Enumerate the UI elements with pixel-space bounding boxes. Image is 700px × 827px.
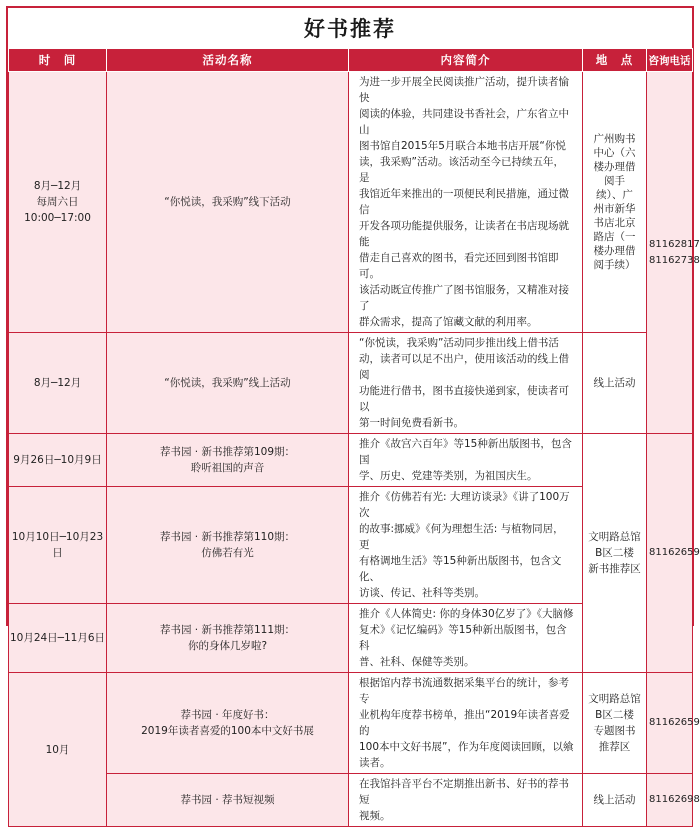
- desc-line: 在我馆抖音平台不定期推出新书、好书的荐书短: [359, 778, 569, 806]
- loc-line: 文明路总馆: [588, 693, 641, 705]
- name-line: “你悦读，我采购”线下活动: [164, 196, 291, 208]
- time-line: 10月24日─11月6日: [9, 632, 106, 644]
- desc-line: 动，读者可以足不出户，使用该活动的线上借阅: [359, 353, 569, 381]
- time-line: 8月─12月: [33, 180, 82, 192]
- desc-line: 推介《仿佛若有光: 大理访谈录》《讲了100万次: [359, 491, 570, 519]
- desc-line: 的故事:挪威》《何为理想生活: 与植物同居，更: [359, 523, 564, 551]
- header-phone: 咨询电话: [647, 49, 693, 72]
- time-line: 8月─12月: [33, 377, 82, 389]
- loc-line: 州市新华: [593, 203, 636, 215]
- desc-line: 根据馆内荐书流通数据采集平台的统计，参考专: [359, 677, 569, 705]
- desc-line: 为进一步开展全民阅读推广活动，提升读者愉快: [359, 76, 569, 104]
- loc-line: 中心（六: [593, 147, 636, 159]
- row-location: [583, 434, 647, 673]
- desc-line: 我馆近年来推出的一项便民利民措施，通过微信: [359, 188, 569, 216]
- loc-line: 线上活动: [593, 794, 636, 806]
- phone-line: 81162738: [649, 254, 700, 266]
- loc-line: 楼办理借: [593, 245, 636, 257]
- row-location: [583, 72, 647, 333]
- page-title: 好书推荐: [304, 17, 396, 41]
- row-desc: [349, 434, 583, 487]
- phone-line: 81162817: [649, 238, 700, 250]
- loc-line: 阅手: [604, 175, 625, 187]
- time-line: 10月: [45, 743, 70, 756]
- row-phone: [647, 72, 700, 434]
- activity-table: [8, 48, 700, 827]
- loc-line: 新书推荐区: [588, 563, 641, 575]
- desc-line: 图书馆自2015年5月联合本地书店开展“你悦: [359, 140, 566, 152]
- row-time: [9, 673, 107, 827]
- desc-line: 该活动既宣传推广了图书馆服务，又精准对接了: [359, 284, 569, 312]
- loc-line: 路店（一: [593, 231, 636, 243]
- row-location: [583, 673, 647, 774]
- row-name: [107, 673, 349, 774]
- header-location: 地 点: [583, 49, 647, 72]
- name-line: 荐书园 · 新书推荐第111期：: [159, 624, 296, 636]
- desc-line: 有格调地生活》等15种新出版图书，包含文化、: [359, 555, 562, 583]
- row-desc: [349, 774, 583, 827]
- row-time: [9, 604, 107, 673]
- row-name: [107, 333, 349, 434]
- table-row: [9, 333, 693, 434]
- row-location: [583, 333, 647, 434]
- name-line: 你的身体几岁啦?: [187, 640, 268, 652]
- loc-line: 推荐区: [598, 741, 631, 753]
- row-phone: [647, 774, 700, 827]
- table-row: [9, 434, 693, 487]
- loc-line: B区二楼: [595, 547, 634, 559]
- desc-line: 借走自己喜欢的图书，看完还回到图书馆即可。: [359, 252, 559, 280]
- loc-line: 书店北京: [593, 217, 636, 229]
- table-row: [9, 673, 693, 774]
- table-row: [9, 72, 693, 333]
- desc-line: 第一时间免费看新书。: [359, 417, 464, 429]
- title-band: [8, 8, 692, 48]
- row-name: [107, 604, 349, 673]
- name-line: 仿佛若有光: [201, 547, 254, 559]
- desc-line: 普、社科、保健等类别。: [359, 656, 475, 668]
- desc-line: 学、历史、党建等类别，为祖国庆生。: [359, 470, 538, 482]
- name-line: 荐书园 · 年度好书：: [180, 709, 275, 721]
- row-name: [107, 487, 349, 604]
- row-time: [9, 434, 107, 487]
- desc-line: 推介《故宫六百年》等15种新出版图书，包含国: [359, 438, 572, 466]
- row-time: [9, 72, 107, 333]
- row-time: [9, 333, 107, 434]
- table-row: [9, 774, 693, 827]
- desc-line: 阅读的体验，共同建设书香社会，广东省立中山: [359, 108, 569, 136]
- time-line: 10月10日─10月23日: [11, 531, 104, 559]
- phone-line: 81162698: [649, 794, 700, 805]
- loc-line: 楼办理借: [593, 161, 636, 173]
- desc-line: 开发各项功能提供服务，让读者在书店现场就能: [359, 220, 569, 248]
- loc-line: 文明路总馆: [588, 531, 641, 543]
- header-name: 活动名称: [107, 49, 349, 72]
- row-name: [107, 774, 349, 827]
- header-desc: 内容简介: [349, 49, 583, 72]
- name-line: 聆听祖国的声音: [190, 462, 265, 474]
- desc-line: 视频。: [359, 810, 391, 822]
- row-name: [107, 72, 349, 333]
- row-desc: [349, 72, 583, 333]
- row-location: [583, 774, 647, 827]
- loc-line: 广州购书: [593, 133, 636, 145]
- row-name: [107, 434, 349, 487]
- name-line: “你悦读，我采购”线上活动: [164, 377, 291, 389]
- desc-line: “你悦读，我采购”活动同步推出线上借书活: [359, 337, 559, 349]
- table-header-row: [9, 49, 693, 72]
- phone-line: 81162659: [649, 717, 700, 728]
- row-phone: [647, 673, 700, 774]
- name-line: 荐书园 · 新书推荐第110期：: [159, 531, 296, 543]
- loc-line: 线上活动: [593, 377, 636, 389]
- time-line: 9月26日─10月9日: [13, 454, 102, 466]
- loc-line: 专题图书: [593, 725, 636, 737]
- loc-line: 阅手续）: [593, 259, 636, 271]
- desc-line: 群众需求，提高了馆藏文献的利用率。: [359, 316, 538, 328]
- name-line: 荐书园 · 荐书短视频: [180, 794, 275, 806]
- row-desc: [349, 604, 583, 673]
- desc-line: 推介《人体简史: 你的身体30亿岁了》《大脑修: [359, 608, 574, 620]
- loc-line: 续）、广: [596, 189, 633, 201]
- desc-line: 复术》《记忆编码》等15种新出版图书，包含科: [359, 624, 567, 652]
- desc-line: 访谈、传记、社科等类别。: [359, 587, 485, 599]
- phone-line: 81162659: [649, 547, 700, 558]
- name-line: 2019年读者喜爱的100本中文好书展: [141, 725, 314, 737]
- desc-line: 读者。: [359, 757, 391, 769]
- row-desc: [349, 673, 583, 774]
- loc-line: B区二楼: [595, 709, 634, 721]
- desc-line: 读，我采购”活动。该活动至今已持续五年，是: [359, 156, 564, 184]
- desc-line: 功能进行借书，图书直接快递到家，使读者可以: [359, 385, 569, 413]
- time-line: 10:00─17:00: [24, 212, 91, 224]
- row-time: [9, 487, 107, 604]
- header-time: 时 间: [9, 49, 107, 72]
- name-line: 荐书园 · 新书推荐第109期：: [159, 446, 296, 458]
- row-desc: [349, 487, 583, 604]
- recommendation-sheet: [6, 6, 700, 822]
- row-desc: [349, 333, 583, 434]
- time-line: 每周六日: [36, 196, 79, 208]
- desc-line: 业机构年度荐书榜单，推出“2019年读者喜爱的: [359, 709, 570, 737]
- desc-line: 100本中文好书展”，作为年度阅读回顾，以飨: [359, 741, 574, 753]
- row-phone: [647, 434, 700, 673]
